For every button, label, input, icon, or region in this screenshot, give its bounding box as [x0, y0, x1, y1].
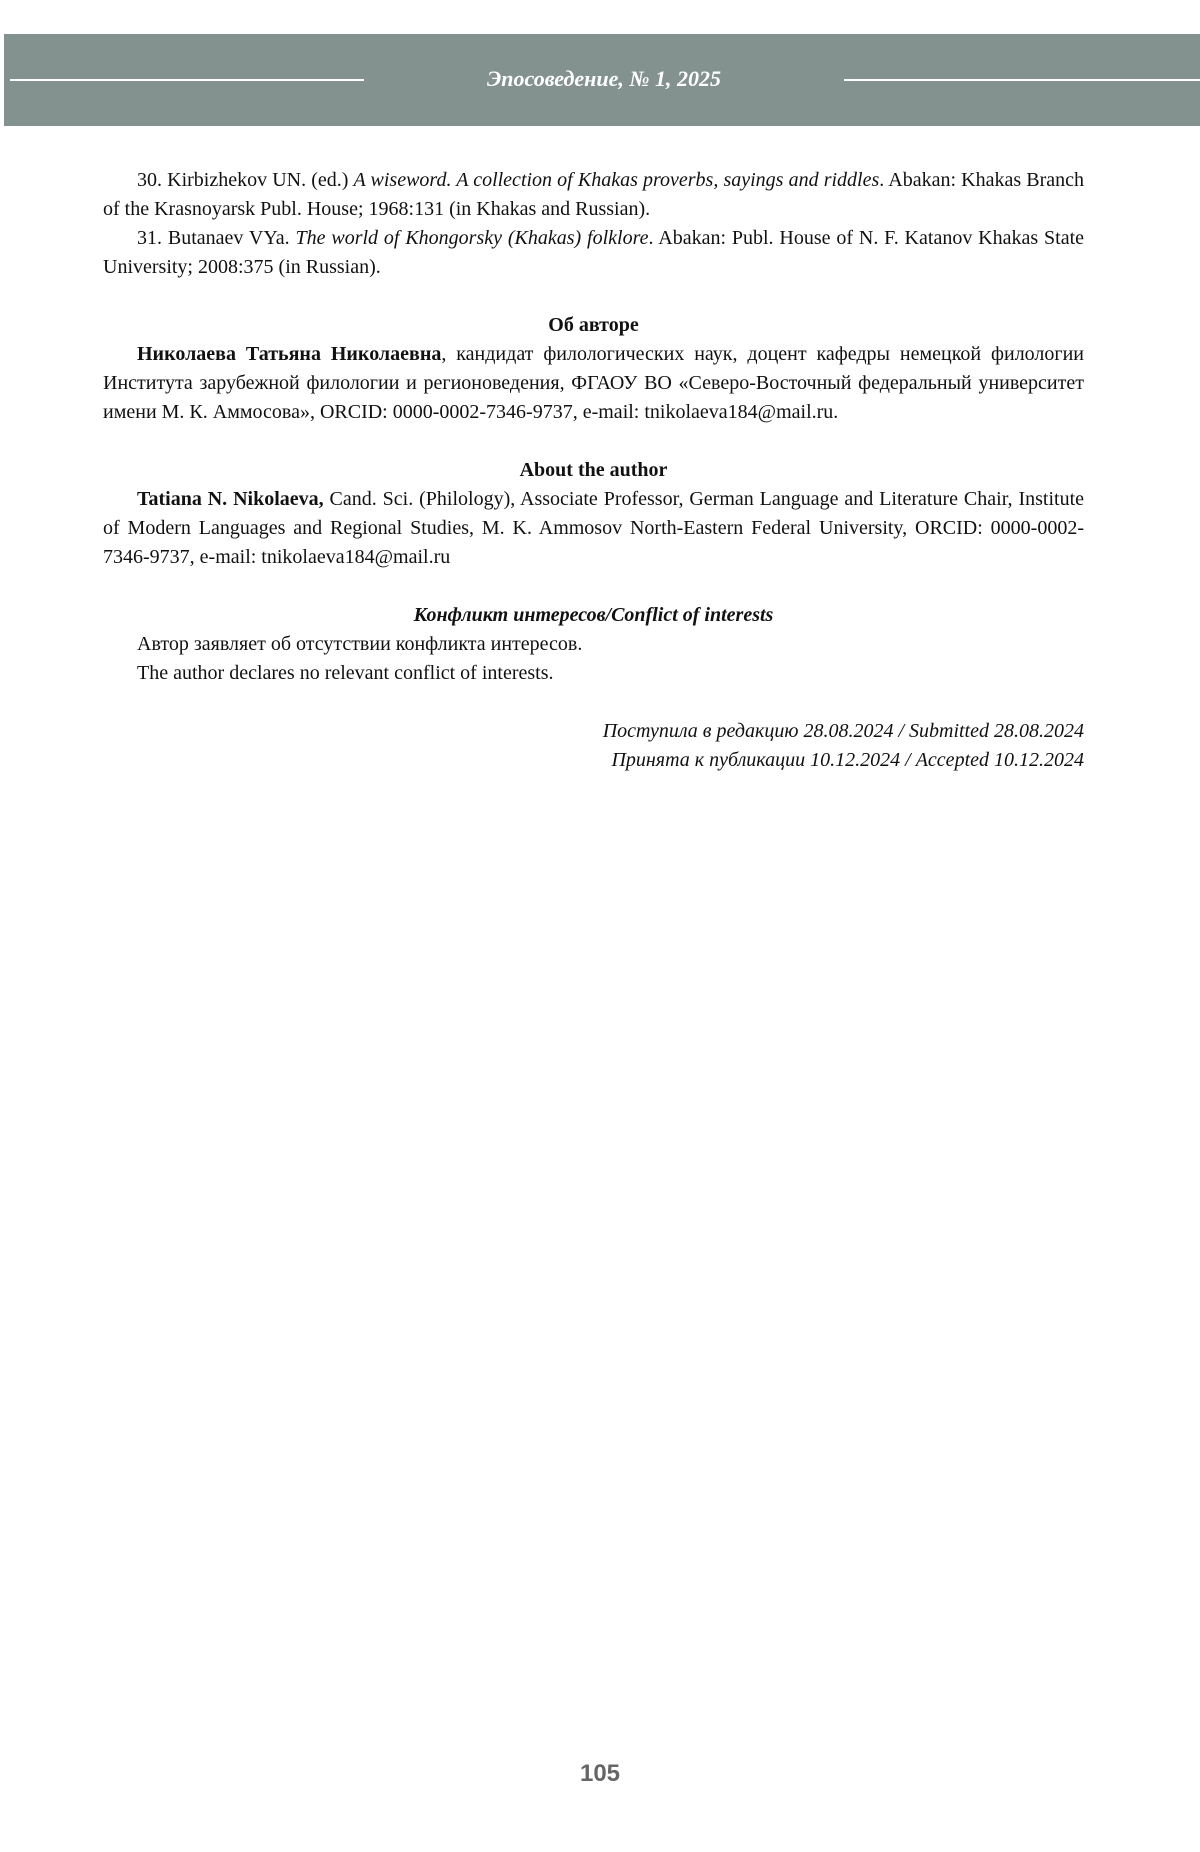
page-number: 105 — [579, 1760, 621, 1787]
author-ru-heading: Об авторе — [548, 314, 639, 336]
reference-title: A wiseword. A collection of Khakas proverbs, sayings and riddles — [353, 169, 880, 191]
author-ru-name: Николаева Татьяна Николаевна — [137, 343, 442, 365]
author-ru-details: , кандидат филологических наук, доцент кафедры немецкой филологии Института зарубежной филологии и регионоведения, ФГАОУ ВО «Северо-Восточный федеральный университет имени М. К. Аммосова», ORCID: 0000-0002-7346-9737, e-mail: tnikolaeva184@mail.ru. — [103, 343, 1084, 423]
reference-item — [103, 224, 1084, 282]
submitted-date: Поступила в редакцию 28.08.2024 / Submitted 28.08.2024 — [602, 720, 1084, 742]
reference-tail: . Abakan: Khakas Branch of the Krasnoyarsk Publ. House; 1968:131 (in Khakas and Russian). — [103, 169, 1084, 220]
accepted-date: Принята к публикации 10.12.2024 / Accepted 10.12.2024 — [611, 749, 1084, 771]
conflict-heading-text: Конфликт интересов/Conflict of interests — [413, 604, 774, 626]
journal-header-band — [4, 34, 1200, 126]
reference-title: The world of Khongorsky (Khakas) folklore — [295, 227, 649, 249]
header-rule-left — [10, 79, 364, 81]
header-rule-right — [844, 79, 1200, 81]
conflict-heading — [103, 601, 1084, 630]
author-en-name: Tatiana N. Nikolaeva, — [137, 488, 324, 510]
reference-tail: . Abakan: Publ. House of N. F. Katanov Khakas State University; 2008:375 (in Russian). — [103, 227, 1085, 278]
author-en-details: Cand. Sci. (Philology), Associate Professor, German Language and Literature Chair, Institute of Modern Languages and Regional Studies, M. K. Ammosov North-Eastern Federal University, ORCID: 0000-0002-7346-9737, e-mail: tnikolaeva184@mail.ru — [103, 488, 1084, 568]
reference-lead: 31. Butanaev VYa. — [137, 227, 296, 249]
spacer — [103, 282, 1084, 311]
spacer — [103, 427, 1084, 456]
author-en-heading: About the author — [519, 459, 668, 481]
reference-item — [103, 166, 1084, 224]
author-en-paragraph — [103, 485, 1084, 572]
spacer — [103, 572, 1084, 601]
author-ru-paragraph — [103, 340, 1084, 427]
journal-title: Эпосоведение, № 1, 2025 — [486, 66, 722, 91]
reference-lead: 30. Kirbizhekov UN. (ed.) — [137, 169, 354, 191]
conflict-statement-en: The author declares no relevant conflict of interests. — [137, 662, 554, 684]
page-content — [103, 166, 1084, 775]
spacer — [103, 688, 1084, 717]
conflict-statement-ru: Автор заявляет об отсутствии конфликта интересов. — [137, 633, 583, 655]
